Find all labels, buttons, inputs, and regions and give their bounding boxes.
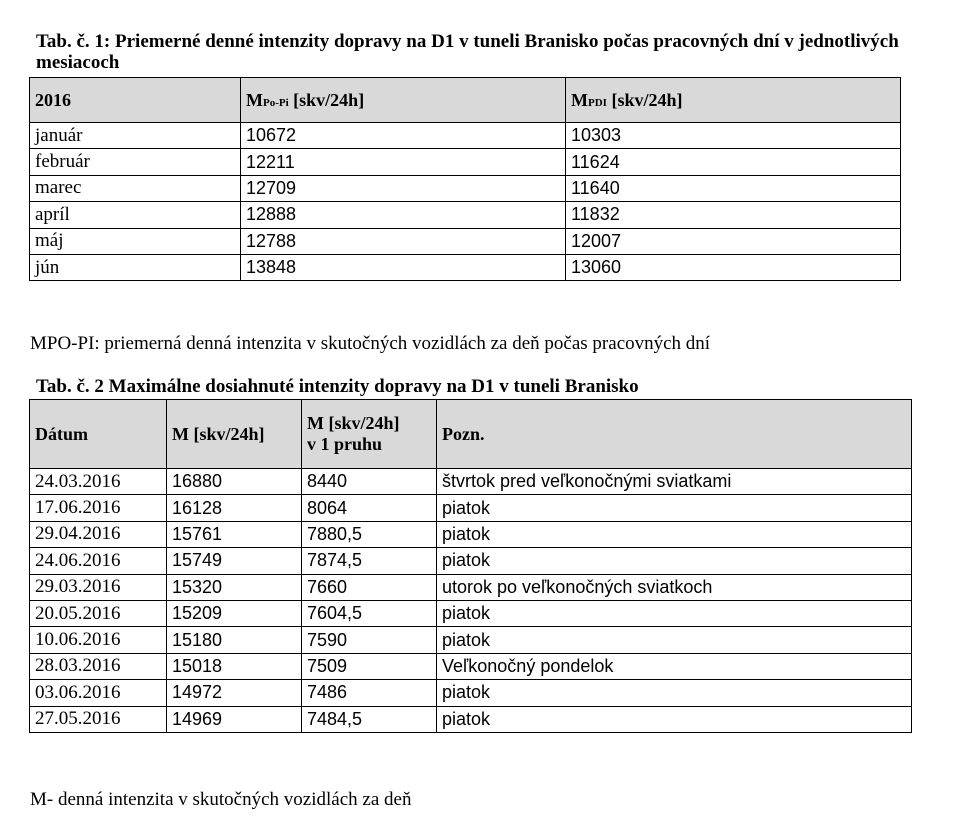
- m-cell: 15209: [167, 600, 302, 626]
- table2-header-row: [30, 400, 912, 469]
- mpdi-cell: 10303: [566, 123, 901, 149]
- table-row: [30, 469, 912, 495]
- mpopi-cell: 12709: [241, 175, 566, 201]
- month-cell: jún: [30, 254, 241, 280]
- note-cell: piatok: [437, 600, 912, 626]
- table2-header-date: Dátum: [30, 400, 167, 469]
- m-cell: 15320: [167, 574, 302, 600]
- m-cell: 15018: [167, 653, 302, 679]
- note-cell: Veľkonočný pondelok: [437, 653, 912, 679]
- table-row: [30, 706, 912, 732]
- lane-cell: 7486: [302, 680, 437, 706]
- note-cell: utorok po veľkonočných sviatkoch: [437, 574, 912, 600]
- table-row: [30, 254, 901, 280]
- table1: [29, 77, 901, 281]
- lane-cell: 8064: [302, 495, 437, 521]
- m-cell: 16880: [167, 469, 302, 495]
- note-cell: piatok: [437, 521, 912, 547]
- lane-cell: 7874,5: [302, 548, 437, 574]
- table-row: [30, 653, 912, 679]
- table2-header-note: Pozn.: [437, 400, 912, 469]
- table-row: [30, 600, 912, 626]
- note-mpopi-definition: MPO-PI: priemerná denná intenzita v skutočných vozidlách za deň počas pracovných dní: [30, 333, 711, 354]
- mpopi-cell: 12888: [241, 202, 566, 228]
- month-cell: január: [30, 123, 241, 149]
- table-row: [30, 574, 912, 600]
- table-row: [30, 123, 901, 149]
- table-row: [30, 521, 912, 547]
- table2-title: Tab. č. 2 Maximálne dosiahnuté intenzity dopravy na D1 v tuneli Branisko: [36, 376, 639, 397]
- note-cell: piatok: [437, 548, 912, 574]
- note-m-definition: M- denná intenzita v skutočných vozidlách za deň: [30, 789, 412, 810]
- lane-cell: 7484,5: [302, 706, 437, 732]
- table-row: [30, 228, 901, 254]
- mpdi-cell: 13060: [566, 254, 901, 280]
- table1-header-year: 2016: [30, 78, 241, 123]
- mpdi-cell: 12007: [566, 228, 901, 254]
- table-row: [30, 149, 901, 175]
- table-row: [30, 548, 912, 574]
- lane-cell: 7880,5: [302, 521, 437, 547]
- mpdi-cell: 11640: [566, 175, 901, 201]
- date-cell: 20.05.2016: [30, 600, 167, 626]
- note-cell: piatok: [437, 706, 912, 732]
- m-cell: 14972: [167, 680, 302, 706]
- table2: [29, 399, 912, 733]
- m-cell: 15749: [167, 548, 302, 574]
- date-cell: 24.06.2016: [30, 548, 167, 574]
- month-cell: február: [30, 149, 241, 175]
- note-cell: piatok: [437, 495, 912, 521]
- mpopi-cell: 13848: [241, 254, 566, 280]
- table-row: [30, 627, 912, 653]
- mpopi-cell: 12211: [241, 149, 566, 175]
- date-cell: 27.05.2016: [30, 706, 167, 732]
- date-cell: 10.06.2016: [30, 627, 167, 653]
- table-row: [30, 495, 912, 521]
- table2-header-m-lane: M [skv/24h] v 1 pruhu: [302, 400, 437, 469]
- mpdi-cell: 11624: [566, 149, 901, 175]
- lane-cell: 7660: [302, 574, 437, 600]
- month-cell: máj: [30, 228, 241, 254]
- mpdi-cell: 11832: [566, 202, 901, 228]
- month-cell: apríl: [30, 202, 241, 228]
- m-cell: 15761: [167, 521, 302, 547]
- lane-cell: 7590: [302, 627, 437, 653]
- m-cell: 14969: [167, 706, 302, 732]
- date-cell: 28.03.2016: [30, 653, 167, 679]
- table1-header-mpdi: MPDI [skv/24h]: [566, 78, 901, 123]
- table2-header-m: M [skv/24h]: [167, 400, 302, 469]
- note-cell: štvrtok pred veľkonočnými sviatkami: [437, 469, 912, 495]
- mpopi-cell: 12788: [241, 228, 566, 254]
- date-cell: 03.06.2016: [30, 680, 167, 706]
- m-cell: 16128: [167, 495, 302, 521]
- table1-header-mpopi: MPo-Pi [skv/24h]: [241, 78, 566, 123]
- table-row: [30, 202, 901, 228]
- date-cell: 29.03.2016: [30, 574, 167, 600]
- lane-cell: 8440: [302, 469, 437, 495]
- month-cell: marec: [30, 175, 241, 201]
- table-row: [30, 680, 912, 706]
- table1-header-row: [30, 78, 901, 123]
- date-cell: 24.03.2016: [30, 469, 167, 495]
- table1-title: Tab. č. 1: Priemerné denné intenzity dopravy na D1 v tuneli Branisko počas pracovných dní v jednotlivých mesiacoch: [36, 31, 899, 73]
- mpopi-cell: 10672: [241, 123, 566, 149]
- table-row: [30, 175, 901, 201]
- lane-cell: 7604,5: [302, 600, 437, 626]
- m-cell: 15180: [167, 627, 302, 653]
- note-cell: piatok: [437, 627, 912, 653]
- date-cell: 29.04.2016: [30, 521, 167, 547]
- note-cell: piatok: [437, 680, 912, 706]
- date-cell: 17.06.2016: [30, 495, 167, 521]
- lane-cell: 7509: [302, 653, 437, 679]
